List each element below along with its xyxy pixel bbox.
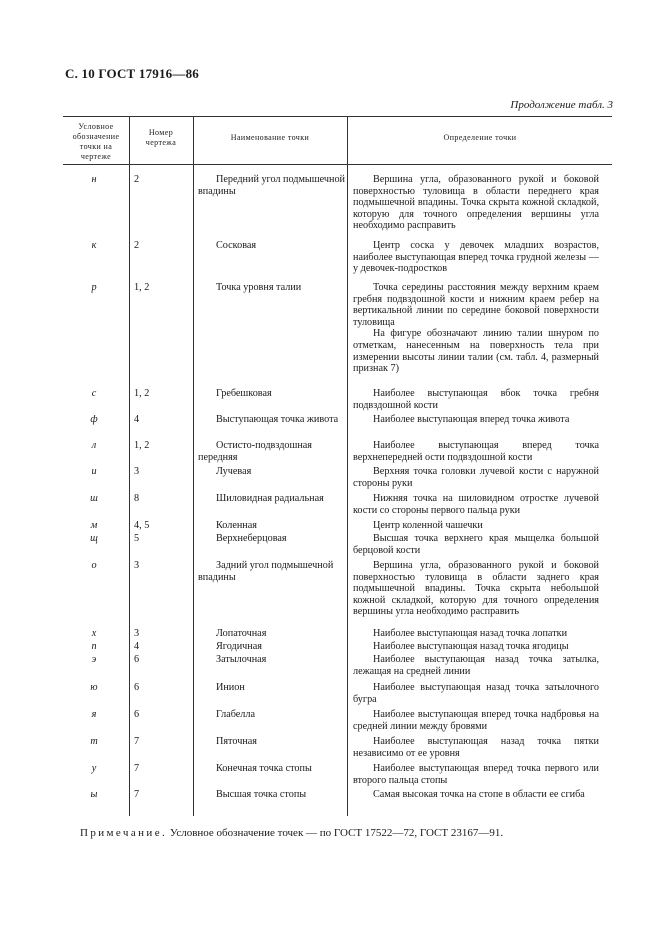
definition-paragraph: Наиболее выступающая вперед точка верхнепередней ости подвздошной кости	[353, 440, 599, 463]
drawing-number: 1, 2	[134, 282, 150, 293]
point-symbol: ю	[90, 682, 98, 693]
point-symbol: э	[91, 654, 97, 665]
header-drawing: Номер чертежа	[145, 128, 177, 147]
drawing-number: 6	[134, 654, 140, 665]
definition-paragraph: Наиболее выступающая назад точка затылочного бугра	[353, 682, 599, 705]
point-symbol: к	[91, 240, 97, 251]
drawing-number: 2	[134, 240, 140, 251]
point-name-cell	[198, 789, 348, 801]
point-symbol: р	[91, 282, 97, 293]
point-symbol: н	[91, 174, 97, 185]
column-divider-2	[193, 164, 194, 816]
drawing-number: 4	[134, 414, 140, 425]
drawing-number: 4	[134, 641, 140, 652]
point-name: Верхнеберцовая	[216, 533, 287, 544]
point-name: Задний угол подмышечной впадины	[198, 560, 334, 583]
point-definition	[353, 174, 599, 232]
point-symbol: т	[90, 736, 98, 747]
point-name: Конечная точка стопы	[216, 763, 312, 774]
point-symbol: у	[91, 763, 97, 774]
definition-paragraph: Наиболее выступающая назад точка ягодицы	[373, 641, 569, 652]
drawing-number: 5	[134, 533, 140, 544]
drawing-number: 3	[134, 560, 140, 571]
point-name: Шиловидная радиальная	[216, 493, 324, 504]
point-name-cell	[198, 440, 348, 463]
point-definition	[353, 628, 599, 640]
header-divider-2	[193, 116, 194, 164]
definition-paragraph: Наиболее выступающая назад точка лопатки	[373, 628, 568, 639]
point-symbol: ш	[90, 493, 98, 504]
point-name-cell	[198, 763, 348, 775]
drawing-number: 2	[134, 174, 140, 185]
header-divider-3	[347, 116, 348, 164]
point-definition	[353, 388, 599, 411]
definition-paragraph: Центр соска у девочек младших возрастов, наиболее выступающая вперед точка грудной железы — у девочек-подростков	[353, 240, 599, 275]
definition-paragraph: Высшая точка верхнего края мыщелка большой берцовой кости	[353, 533, 599, 556]
point-definition	[353, 240, 599, 275]
definition-paragraph: Вершина угла, образованного рукой и боковой поверхностью туловища в области переднего края подмышечной впадины. Точка скрыта кожной складкой, которую для точного определения вершины угла необходимо расправить	[353, 174, 599, 232]
point-definition	[353, 682, 599, 705]
point-definition	[353, 466, 599, 489]
column-divider-1	[129, 164, 130, 816]
point-name-cell	[198, 641, 348, 653]
point-name: Ягодичная	[216, 641, 262, 652]
point-name-cell	[198, 654, 348, 666]
point-definition	[353, 520, 599, 532]
point-symbol: л	[91, 440, 97, 451]
definition-paragraph: Точка середины расстояния между верхним краем гребня подвздошной кости и нижним краем ребер на вертикальной линии по середине боковой поверхности туловища	[353, 282, 599, 328]
point-name: Лопаточная	[216, 628, 267, 639]
point-name-cell	[198, 682, 348, 694]
point-name-cell	[198, 533, 348, 545]
definition-paragraph: Наиболее выступающая назад точка затылка, лежащая на средней линии	[353, 654, 599, 677]
definition-paragraph: Наиболее выступающая вбок точка гребня подвздошной кости	[353, 388, 599, 411]
point-symbol: и	[91, 466, 97, 477]
point-definition	[353, 789, 599, 801]
drawing-number: 7	[134, 736, 140, 747]
page-header: С. 10 ГОСТ 17916—86	[65, 66, 199, 81]
definition-paragraph: Наиболее выступающая назад точка пятки независимо от ее уровня	[353, 736, 599, 759]
point-definition	[353, 282, 599, 375]
table-top-rule	[63, 116, 612, 117]
point-name: Высшая точка стопы	[216, 789, 307, 800]
point-symbol: с	[91, 388, 97, 399]
definition-paragraph: Верхняя точка головки лучевой кости с наружной стороны руки	[353, 466, 599, 489]
drawing-number: 7	[134, 763, 140, 774]
point-name: Затылочная	[216, 654, 267, 665]
table-note	[80, 827, 503, 839]
point-name-cell	[198, 414, 348, 426]
point-definition	[353, 533, 599, 556]
point-name: Глабелла	[216, 709, 255, 720]
drawing-number: 6	[134, 682, 140, 693]
definition-paragraph: Наиболее выступающая вперед точка первого или второго пальца стопы	[353, 763, 599, 786]
point-name: Лучевая	[216, 466, 252, 477]
point-symbol: ф	[90, 414, 98, 425]
point-definition	[353, 763, 599, 786]
definition-paragraph: Нижняя точка на шиловидном отростке лучевой кости со стороны первого пальца руки	[353, 493, 599, 516]
point-name: Точка уровня талии	[216, 282, 302, 293]
point-name-cell	[198, 736, 348, 748]
point-name-cell	[198, 493, 348, 505]
point-name-cell	[198, 388, 348, 400]
header-divider-1	[129, 116, 130, 164]
drawing-number: 8	[134, 493, 140, 504]
definition-paragraph: Самая высокая точка на стопе в области ее сгиба	[373, 789, 585, 800]
point-symbol: ы	[90, 789, 98, 800]
point-symbol: я	[91, 709, 97, 720]
drawing-number: 6	[134, 709, 140, 720]
point-symbol: щ	[90, 533, 98, 544]
header-symbol: Условное обозначение точки на чертеже	[72, 122, 120, 161]
point-name: Пяточная	[216, 736, 257, 747]
point-symbol: м	[90, 520, 98, 531]
definition-paragraph: Центр коленной чашечки	[373, 520, 483, 531]
point-name: Выступающая точка живота	[216, 414, 339, 425]
point-definition	[353, 440, 599, 463]
point-name-cell	[198, 174, 348, 197]
point-name-cell	[198, 628, 348, 640]
note-text: Условное обозначение точек — по ГОСТ 17522—72, ГОСТ 23167—91.	[167, 827, 504, 839]
drawing-number: 3	[134, 628, 140, 639]
drawing-number: 3	[134, 466, 140, 477]
definition-paragraph: Наиболее выступающая вперед точка надбровья на средней линии между бровями	[353, 709, 599, 732]
point-name-cell	[198, 560, 348, 583]
header-name: Наименование точки	[230, 133, 310, 142]
point-name-cell	[198, 709, 348, 721]
point-definition	[353, 654, 599, 677]
point-symbol: х	[91, 628, 97, 639]
point-name-cell	[198, 520, 348, 532]
point-name: Передний угол подмышечной впадины	[198, 174, 346, 197]
point-definition	[353, 709, 599, 732]
point-definition	[353, 414, 599, 426]
point-name: Остисто-подвздошная передняя	[198, 440, 312, 463]
drawing-number: 7	[134, 789, 140, 800]
definition-paragraph: Наиболее выступающая вперед точка живота	[373, 414, 570, 425]
point-name: Сосковая	[216, 240, 257, 251]
point-name: Коленная	[216, 520, 257, 531]
drawing-number: 4, 5	[134, 520, 150, 531]
point-name-cell	[198, 240, 348, 252]
header-bottom-rule	[63, 164, 612, 165]
drawing-number: 1, 2	[134, 388, 150, 399]
point-definition	[353, 493, 599, 516]
point-definition	[353, 560, 599, 618]
point-name-cell	[198, 466, 348, 478]
point-name-cell	[198, 282, 348, 294]
point-definition	[353, 736, 599, 759]
table-continuation-caption: Продолжение табл. 3	[510, 99, 613, 111]
header-definition: Определение точки	[443, 133, 517, 142]
definition-paragraph: На фигуре обозначают линию талии шнуром по отметкам, нанесенным на поверхность тела при измерении высоты линии талии (см. табл. 4, размерный признак 7)	[353, 328, 599, 375]
note-label: Примечание.	[80, 827, 168, 839]
point-symbol: п	[91, 641, 97, 652]
point-name: Гребешковая	[216, 388, 272, 399]
drawing-number: 1, 2	[134, 440, 150, 451]
definition-paragraph: Вершина угла, образованного рукой и боковой поверхностью туловища в области заднего края подмышечной впадины. Точка скрыта небольшой кожной складкой, которую для точного определения вершины угла необходимо расправить	[353, 560, 599, 618]
point-symbol: о	[91, 560, 97, 571]
point-definition	[353, 641, 599, 653]
point-name: Инион	[216, 682, 245, 693]
